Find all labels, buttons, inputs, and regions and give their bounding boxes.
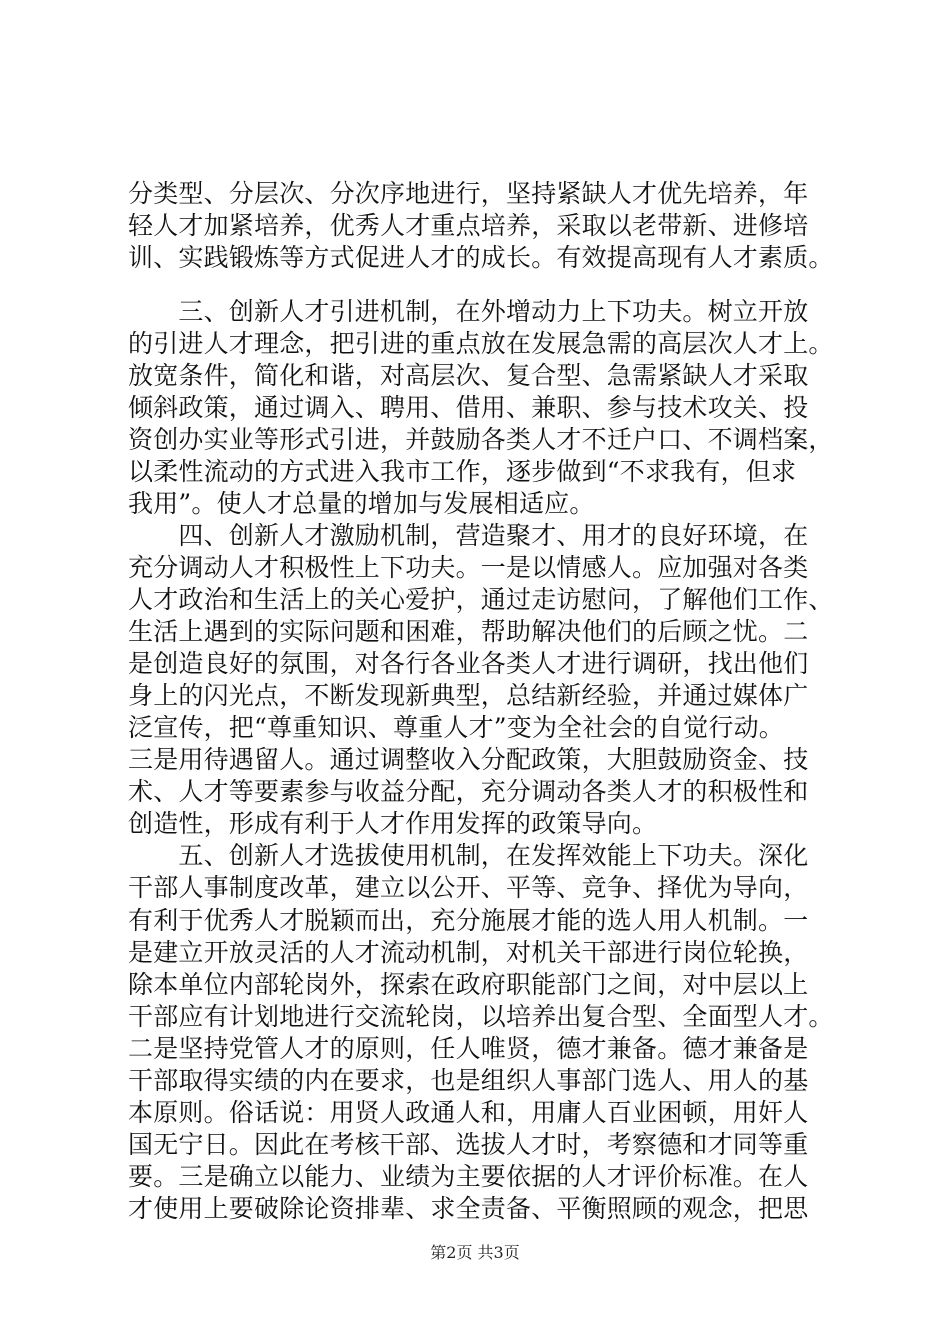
body-text-line: 以柔性流动的方式进入我市工作，逐步做到“不求我有，但求 — [128, 456, 797, 486]
body-text-line: 是建立开放灵活的人才流动机制，对机关干部进行岗位轮换， — [128, 937, 809, 967]
page-number-footer: 第2页 共3页 — [430, 1243, 520, 1262]
body-text-line: 二是坚持党管人才的原则，任人唯贤，德才兼备。德才兼备是 — [128, 1033, 809, 1063]
body-text-line: 本原则。俗话说：用贤人政通人和，用庸人百业困顿，用奸人 — [128, 1097, 809, 1127]
body-text-line: 创造性，形成有利于人才作用发挥的政策导向。 — [128, 809, 658, 839]
body-text-line: 分类型、分层次、分次序地进行，坚持紧缺人才优先培养，年 — [128, 179, 809, 208]
body-text-line: 我用”。使人才总量的增加与发展相适应。 — [128, 488, 595, 518]
body-text-line: 的引进人才理念，把引进的重点放在发展急需的高层次人才上。 — [128, 328, 834, 358]
section-five-heading-line: 五、创新人才选拔使用机制，在发挥效能上下功夫。深化 — [128, 841, 809, 871]
body-text-line: 放宽条件，简化和谐，对高层次、复合型、急需紧缺人才采取 — [128, 360, 809, 390]
section-four-heading-line: 四、创新人才激励机制，营造聚才、用才的良好环境，在 — [128, 520, 809, 550]
body-text-line: 身上的闪光点，不断发现新典型，总结新经验，并通过媒体广 — [128, 681, 809, 711]
body-text-line: 生活上遇到的实际问题和困难，帮助解决他们的后顾之忧。二 — [128, 617, 809, 647]
body-text-line: 国无宁日。因此在考核干部、选拔人才时，考察德和才同等重 — [128, 1129, 809, 1159]
section-three-heading-line: 三、创新人才引进机制，在外增动力上下功夫。树立开放 — [128, 296, 809, 326]
body-text-line: 人才政治和生活上的关心爱护，通过走访慰问，了解他们工作、 — [128, 585, 834, 614]
body-text-line: 倾斜政策，通过调入、聘用、借用、兼职、参与技术攻关、投 — [128, 392, 809, 422]
body-text-line: 术、人才等要素参与收益分配，充分调动各类人才的积极性和 — [128, 777, 809, 807]
body-text-line: 干部应有计划地进行交流轮岗，以培养出复合型、全面型人才。 — [128, 1001, 834, 1031]
body-text-line: 轻人才加紧培养，优秀人才重点培养，采取以老带新、进修培 — [128, 211, 809, 241]
body-text-line: 要。三是确立以能力、业绩为主要依据的人才评价标准。在人 — [128, 1161, 809, 1191]
body-text-line: 充分调动人才积极性上下功夫。一是以情感人。应加强对各类 — [128, 552, 809, 582]
body-text-line: 干部取得实绩的内在要求，也是组织人事部门选人、用人的基 — [128, 1065, 809, 1095]
body-text-line: 除本单位内部轮岗外，探索在政府职能部门之间，对中层以上 — [128, 969, 809, 999]
body-text-line: 资创办实业等形式引进，并鼓励各类人才不迁户口、不调档案， — [128, 424, 834, 454]
body-text-line: 有利于优秀人才脱颖而出，充分施展才能的选人用人机制。一 — [128, 905, 809, 935]
body-text-line: 干部人事制度改革，建立以公开、平等、竞争、择优为导向， — [128, 873, 809, 903]
body-text-line: 三是用待遇留人。通过调整收入分配政策，大胆鼓励资金、技 — [128, 745, 809, 775]
body-text-line: 泛宣传，把“尊重知识、尊重人才”变为全社会的自觉行动。 — [128, 713, 784, 743]
body-text-line: 训、实践锻炼等方式促进人才的成长。有效提高现有人才素质。 — [128, 243, 834, 273]
body-text-line: 是创造良好的氛围，对各行各业各类人才进行调研，找出他们 — [128, 649, 809, 679]
body-text-line: 才使用上要破除论资排辈、求全责备、平衡照顾的观念，把思 — [128, 1194, 809, 1223]
